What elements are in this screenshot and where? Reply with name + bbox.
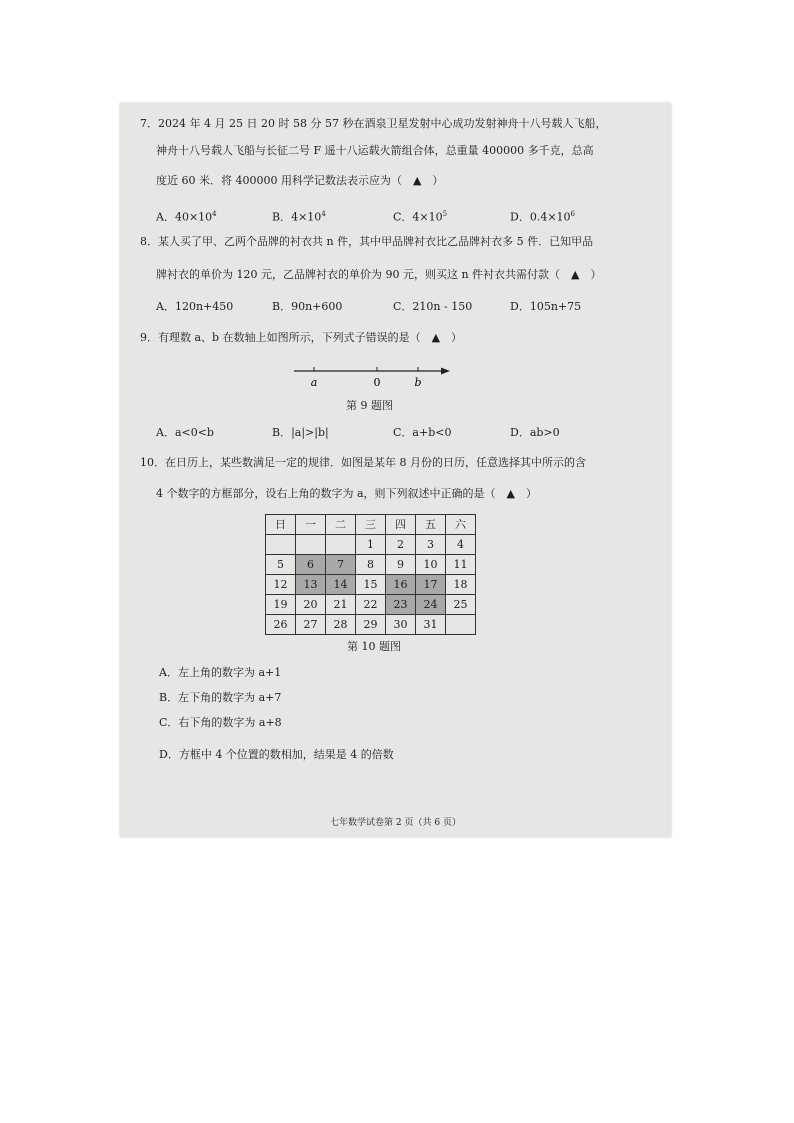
calendar-cell: 22 [356,595,386,615]
page-footer: 七年数学试卷第 2 页（共 6 页） [330,818,461,828]
q9-option-c: C．a+b<0 [393,426,452,439]
calendar-cell: 12 [266,575,296,595]
calendar-cell: 24 [416,595,446,615]
calendar-cell: 31 [416,615,446,635]
calendar-cell: 15 [356,575,386,595]
calendar-cell: 25 [446,595,476,615]
q10-option-a: A．左上角的数字为 a+1 [159,666,282,679]
q7-option-b: B．$4\times 10^4$ [272,210,326,224]
calendar-week-row [266,555,476,575]
q7-option-a: A．$40\times 10^4$ [156,210,217,224]
calendar-cell: 23 [386,595,416,615]
calendar-header: 日 [266,515,296,535]
q9-option-a: A．a<0<b [156,426,214,439]
number-line-arrow [441,368,450,375]
calendar-header: 六 [446,515,476,535]
calendar-cell: 26 [266,615,296,635]
calendar-cell [326,535,356,555]
calendar-header: 四 [386,515,416,535]
calendar-cell: 4 [446,535,476,555]
calendar-week-row [266,535,476,555]
q8-option-c: C．210n - 150 [393,300,473,313]
calendar-header: 三 [356,515,386,535]
q8-option-b: B．90n+600 [272,300,343,313]
q10-option-d: D．方框中 4 个位置的数相加，结果是 4 的倍数 [159,748,394,761]
q8-line-1: 8．某人买了甲、乙两个品牌的衬衣共 n 件，其中甲品牌衬衣比乙品牌衬衣多 5 件．已知甲品 [140,235,594,248]
q7-line-3: 度近 60 米．将 400000 用科学记数法表示应为（ ▲ ） [156,174,444,187]
calendar-cell: 10 [416,555,446,575]
q7-option-d: D．$0.4\times 10^6$ [510,210,576,224]
calendar-cell: 9 [386,555,416,575]
calendar-cell: 11 [446,555,476,575]
calendar-cell: 5 [266,555,296,575]
q8-option-d: D．105n+75 [510,300,582,313]
q9-caption: 第 9 题图 [346,399,393,412]
q10-option-c: C．右下角的数字为 a+8 [159,716,282,729]
calendar-cell: 19 [266,595,296,615]
q9-option-b: B．|a|>|b| [272,426,329,439]
q9-line-1: 9．有理数 a、b 在数轴上如图所示，下列式子错误的是（ ▲ ） [140,331,463,344]
calendar-week-row [266,615,476,635]
q10-line-2: 4 个数字的方框部分，设右上角的数字为 a，则下列叙述中正确的是（ ▲ ） [156,487,538,500]
label-a: a [310,376,318,389]
q7-line-1: 7．2024 年 4 月 25 日 20 时 58 分 57 秒在酒泉卫星发射中心成功发射神舟十八号载人飞船， [140,117,607,130]
calendar-header: 一 [296,515,326,535]
calendar-cell [266,535,296,555]
exam-page [120,103,671,837]
label-b: b [414,376,422,389]
q9-option-d: D．ab>0 [510,426,560,439]
calendar-cell: 14 [326,575,356,595]
q7-line-2: 神舟十八号载人飞船与长征二号 F 遥十八运载火箭组合体，总重量 400000 多千克，总高 [156,144,594,157]
calendar-cell: 21 [326,595,356,615]
calendar-cell: 17 [416,575,446,595]
calendar-cell: 6 [296,555,326,575]
calendar-cell [446,615,476,635]
calendar-header-row [266,515,476,535]
calendar-cell: 13 [296,575,326,595]
q10-caption: 第 10 题图 [347,640,401,653]
q7-option-c: C．$4\times 10^5$ [393,210,448,224]
calendar-cell: 2 [386,535,416,555]
calendar-cell [296,535,326,555]
q8-line-2: 牌衬衣的单价为 120 元，乙品牌衬衣的单价为 90 元，则买这 n 件衬衣共需付款（ ▲ ） [156,268,602,281]
calendar-cell: 27 [296,615,326,635]
calendar-cell: 3 [416,535,446,555]
calendar-cell: 8 [356,555,386,575]
calendar-cell: 28 [326,615,356,635]
label-zero: 0 [373,376,381,389]
calendar-cell: 1 [356,535,386,555]
calendar-header: 五 [416,515,446,535]
calendar-cell: 16 [386,575,416,595]
number-line-figure [290,361,460,391]
calendar-cell: 20 [296,595,326,615]
calendar-cell: 7 [326,555,356,575]
q10-line-1: 10．在日历上，某些数满足一定的规律．如图是某年 8 月份的日历，任意选择其中所示的含 [140,456,586,469]
calendar-table [265,514,476,635]
q8-option-a: A．120n+450 [156,300,234,313]
calendar-header: 二 [326,515,356,535]
calendar-week-row [266,575,476,595]
calendar-cell: 29 [356,615,386,635]
calendar-cell: 18 [446,575,476,595]
calendar-cell: 30 [386,615,416,635]
calendar-week-row [266,595,476,615]
q10-option-b: B．左下角的数字为 a+7 [159,691,282,704]
